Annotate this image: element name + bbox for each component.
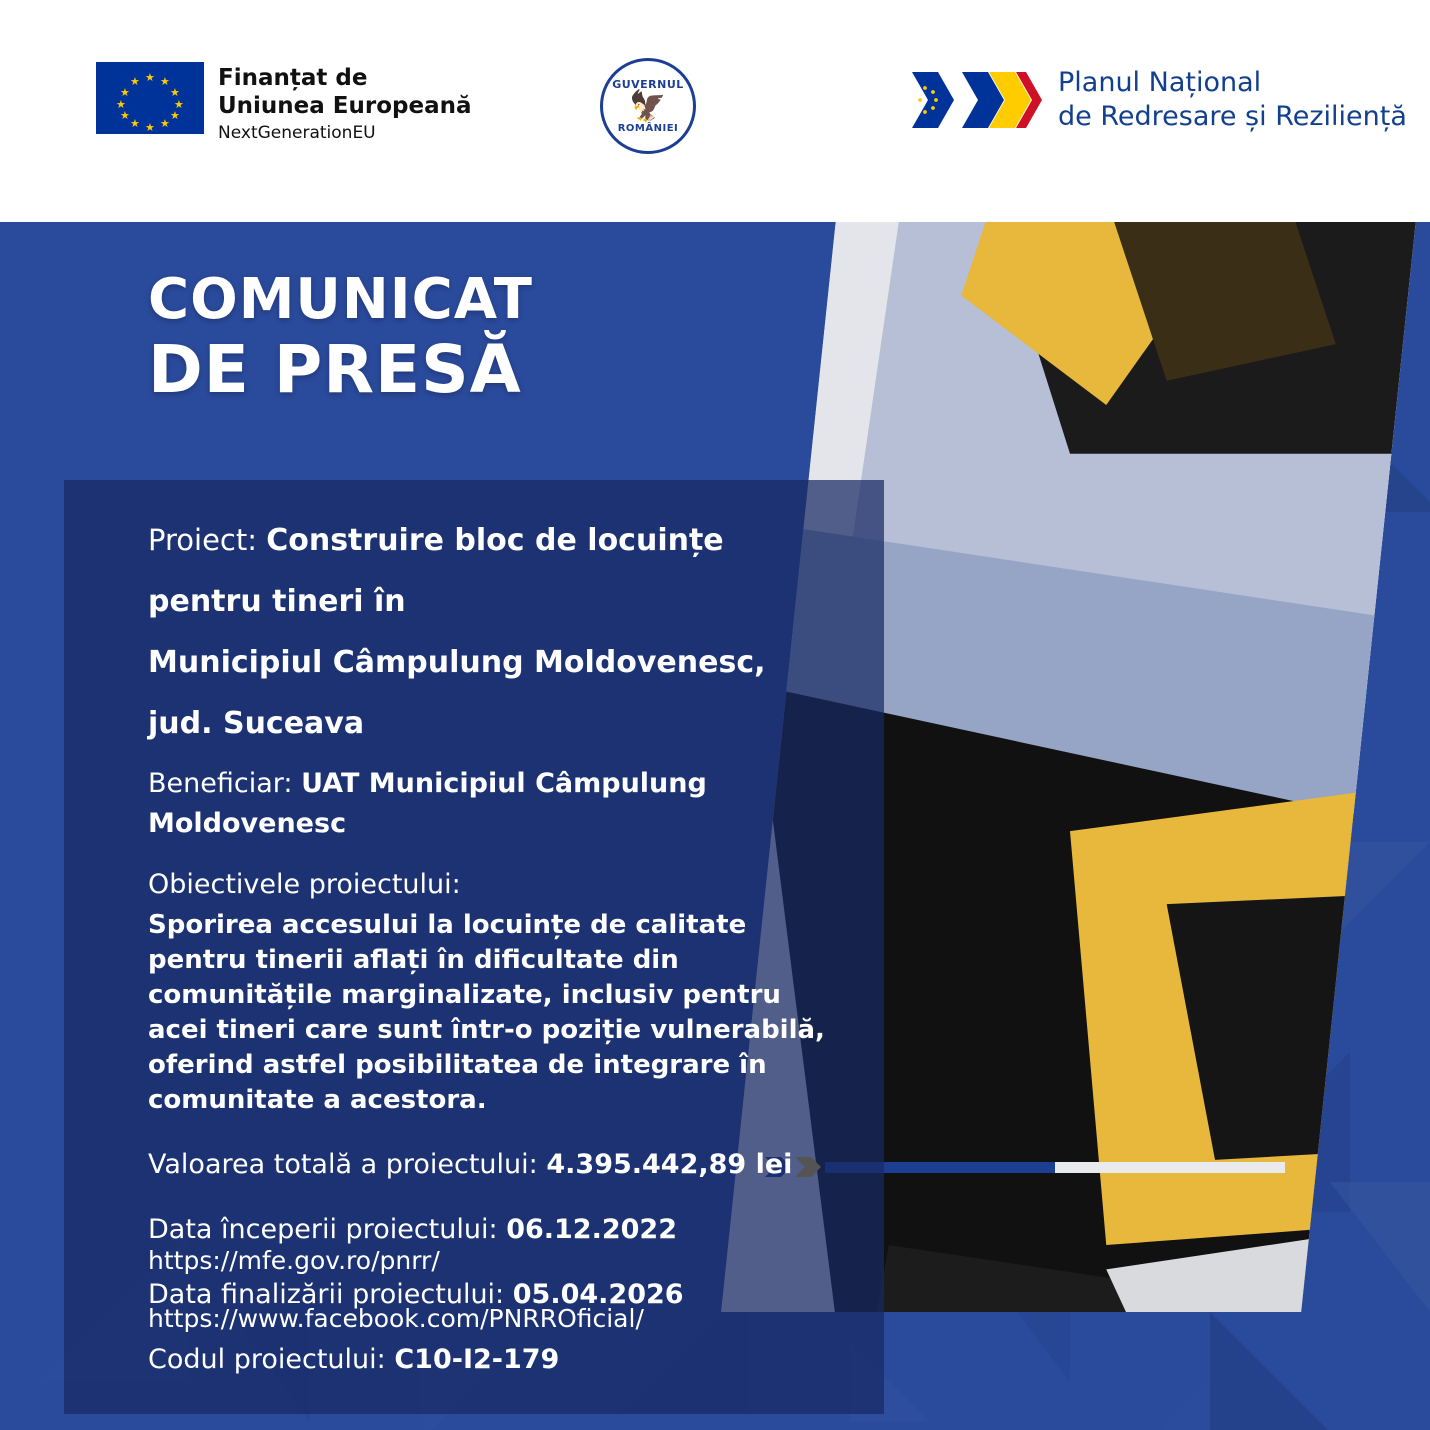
pnrr-logo-text xyxy=(1058,66,1407,134)
romanian-government-logo xyxy=(600,58,696,154)
eu-funding-logo xyxy=(96,62,472,146)
gov-line2: ROMÂNIEI xyxy=(617,123,679,134)
total-value: 4.395.442,89 lei xyxy=(546,1149,793,1180)
end-date-label: Data finalizării proiectului: xyxy=(148,1279,505,1310)
beneficiary-value: UAT Municipiul Câmpulung Moldovenesc xyxy=(148,768,707,839)
end-date-value: 05.04.2026 xyxy=(512,1279,684,1310)
project-label: Proiect: xyxy=(148,523,257,557)
objectives-text: Sporirea accesului la locuințe de calitate pentru tinerii aflați în dificultate din comunitățile marginalizate, inclusiv pentru acei tineri care sunt într-o poziție vulnerabilă, oferind astfel posibilitatea de integrare în comunitate a acestora. xyxy=(148,910,825,1115)
beneficiary-label: Beneficiar: xyxy=(148,768,293,799)
title-line2: DE PRESĂ xyxy=(148,331,522,408)
project-row xyxy=(148,510,830,754)
logo-bar xyxy=(0,0,1430,222)
beneficiary-row xyxy=(148,764,830,844)
main-panel xyxy=(0,222,1430,1430)
title-line1: COMUNICAT xyxy=(148,267,533,332)
objectives-label: Obiectivele proiectului: xyxy=(148,869,461,900)
project-value-line2: Municipiul Câmpulung Moldovenesc, jud. Suceava xyxy=(148,645,766,741)
page-title xyxy=(148,267,533,408)
eu-text-line2: Uniunea Europeană xyxy=(218,93,472,119)
eu-text-line1: Finanțat de xyxy=(218,65,368,91)
pnrr-line2: de Redresare și Reziliență xyxy=(1058,101,1407,132)
link-facebook-pnrr[interactable]: https://www.facebook.com/PNRROficial/ xyxy=(148,1304,644,1333)
eu-flag-icon: ★ ★ ★ ★ ★ ★ ★ ★ ★ ★ ★ ★ xyxy=(96,62,204,134)
total-value-label: Valoarea totală a proiectului: xyxy=(148,1149,538,1180)
project-value-line1: Construire bloc de locuințe pentru tineri în xyxy=(148,523,724,619)
eu-chevron-icon xyxy=(912,72,954,128)
pnrr-logo xyxy=(912,66,1407,134)
project-code-value: C10-I2-179 xyxy=(394,1344,560,1375)
eu-text-line3: NextGenerationEU xyxy=(218,123,376,143)
total-value-row xyxy=(148,1146,830,1183)
romanian-coat-of-arms-icon: 🦅 xyxy=(629,89,667,124)
link-mfe-pnrr[interactable]: https://mfe.gov.ro/pnrr/ xyxy=(148,1246,440,1275)
start-date-label: Data începerii proiectului: xyxy=(148,1214,498,1245)
links-block xyxy=(148,1232,644,1348)
gov-line1: GUVERNUL xyxy=(612,78,684,91)
pnrr-line1: Planul Național xyxy=(1058,67,1262,98)
project-code-label: Codul proiectului: xyxy=(148,1344,386,1375)
eu-funding-text xyxy=(218,62,472,146)
pnrr-chevrons-icon xyxy=(912,72,1058,128)
start-date-value: 06.12.2022 xyxy=(506,1214,677,1245)
romania-chevron-icon xyxy=(962,72,1042,128)
